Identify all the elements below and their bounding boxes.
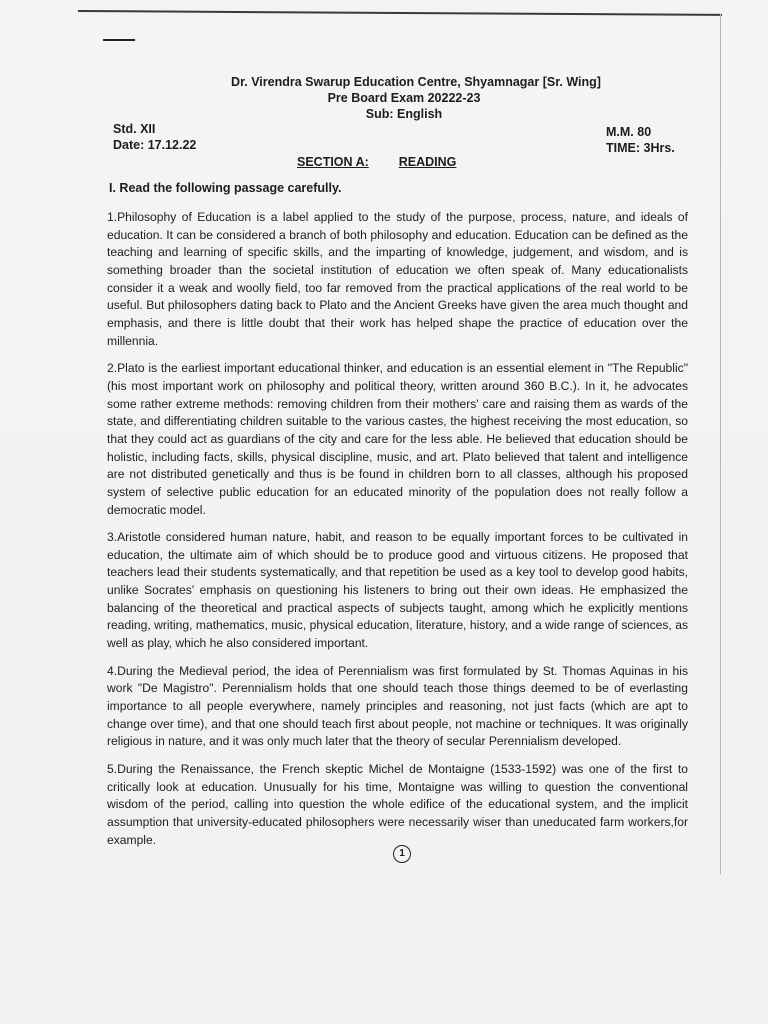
section-heading xyxy=(297,154,456,170)
page-number-badge xyxy=(393,845,411,863)
passage-paragraph-3: 3.Aristotle considered human nature, habit, and reason to be equally important forces to be cultivated in education, the ultimate aim of which should be to produce good and virtuous citizens. He proposed that teachers lead their students systematically, and that repetition be used as a key tool to develop good habits, unlike Socrates' emphasis on questioning his listeners to bring out their own ideas. He emphasized the balancing of the theoretical and practical aspects of subjects taught, among which he explicitly mentions reading, writing, mathematics, music, physical education, literature, history, and a wide range of sciences, as well as play, which he also considered important. xyxy=(107,530,688,651)
max-marks: M.M. 80 xyxy=(606,125,652,139)
top-border-line xyxy=(78,10,722,16)
standard-label: Std. XII xyxy=(113,122,156,136)
exam-duration: TIME: 3Hrs. xyxy=(606,141,675,155)
section-label: SECTION A: xyxy=(297,155,369,169)
exam-date: Date: 17.12.22 xyxy=(113,138,197,152)
reading-instruction: I. Read the following passage carefully. xyxy=(109,181,342,195)
page-edge-shadow xyxy=(720,14,721,874)
exam-title: Pre Board Exam 20222-23 xyxy=(327,91,481,105)
pen-mark xyxy=(103,39,135,41)
exam-meta-left xyxy=(113,121,196,153)
passage-paragraph-4: 4.During the Medieval period, the idea of Perennialism was first formulated by St. Thomas Aquinas in his work "De Magistro". Perennialism holds that one should teach those things deemed to be of everlasting importance to all people everywhere, namely principles and reasoning, not just facts (which are apt to change over time), and that one should teach first about people, not machine or techniques. It was originally religious in nature, and it was only much later that the theory of secular Perennialism developed. xyxy=(107,663,688,749)
exam-header xyxy=(108,74,700,122)
passage-paragraph-5: 5.During the Renaissance, the French skeptic Michel de Montaigne (1533-1592) was one of the first to critically look at education. Unusually for his time, Montaigne was willing to question the conventional wisdom of the period, calling into question the whole edifice of the educational system, and the implicit assumption that university-educated philosophers were necessarily wiser than uneducated farm workers,for example. xyxy=(107,762,688,847)
institution-name: Dr. Virendra Swarup Education Centre, Shyamnagar [Sr. Wing] xyxy=(231,75,601,89)
page-number: 1 xyxy=(399,848,405,859)
passage xyxy=(107,209,688,859)
subject-line: Sub: English xyxy=(365,107,443,121)
section-name: READING xyxy=(398,155,457,169)
passage-paragraph-2: 2.Plato is the earliest important educational thinker, and education is an essential element in "The Republic" (his most important work on philosophy and political theory, written around 360 B.C.). In it, he advocates some rather extreme methods: removing children from their mothers' care and raising them as wards of the state, and differentiating children suitable to the various castes, the highest receiving the most education, so that they could act as guardians of the city and care for the less able. He believed that education should be holistic, including facts, skills, physical discipline, music, and art. Plato believed that talent and intelligence are not distributed genetically and thus is be found in children born to all classes, although his proposed system of selective public education for an educated minority of the population does not really follow a democratic model. xyxy=(107,361,688,517)
passage-paragraph-1: 1.Philosophy of Education is a label applied to the study of the purpose, process, nature, and ideals of education. It can be considered a branch of both philosophy and education. Education can be defined as the teaching and learning of specific skills, and the imparting of knowledge, judgement, and wisdom, and is something broader than the societal institution of education we often speak of. Many educationalists consider it a weak and woolly field, too far removed from the practical applications of the real world to be useful. But philosophers dating back to Plato and the Ancient Greeks have given the area much thought and emphasis, and there is little doubt that their work has helped shape the practice of education over the millennia. xyxy=(107,210,688,348)
exam-meta-right xyxy=(606,124,675,156)
